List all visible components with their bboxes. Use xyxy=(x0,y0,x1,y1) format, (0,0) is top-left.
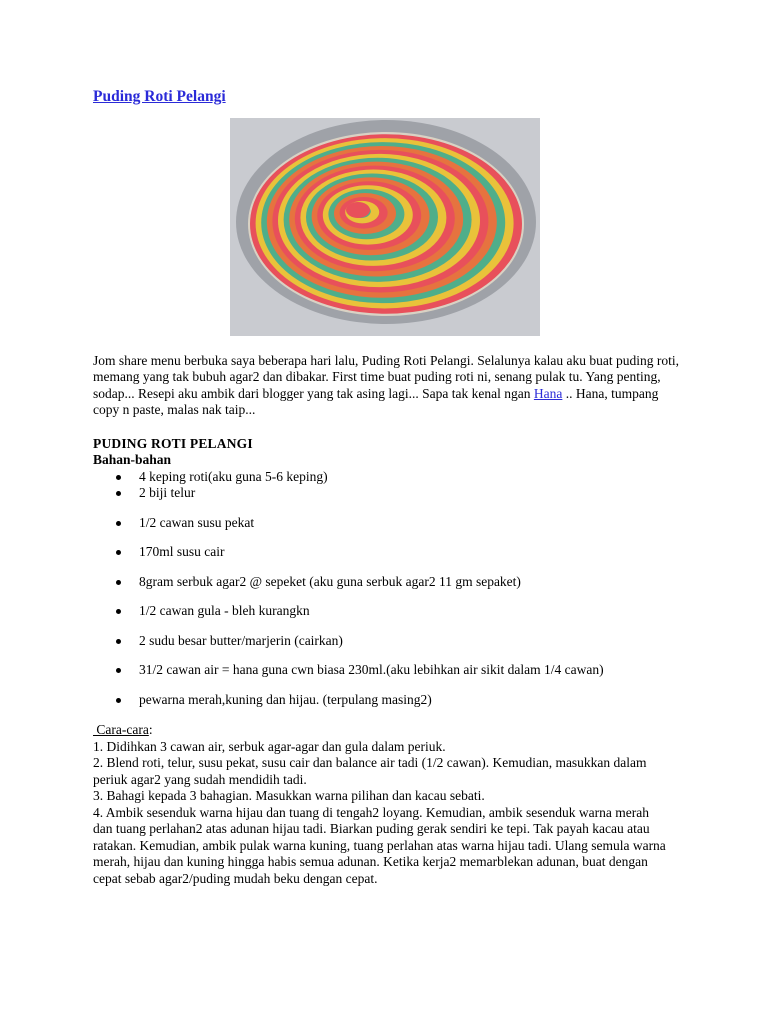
intro-text-after: .. Hana, tumpang copy n paste, malas nak taip... xyxy=(93,385,659,417)
ingredient-list xyxy=(93,469,693,709)
steps-heading-colon: : xyxy=(148,722,153,737)
ingredients-heading: Bahan-bahan xyxy=(93,452,172,467)
list-item: pewarna merah,kuning dan hijau. (terpulang masing2) xyxy=(93,692,693,709)
steps-heading-line xyxy=(93,722,693,739)
steps-heading: Cara-cara xyxy=(93,722,149,737)
list-item: 31/2 cawan air = hana guna cwn biasa 230ml.(aku lebihkan air sikit dalam 1/4 cawan) xyxy=(93,662,693,679)
hana-link[interactable]: Hana xyxy=(533,385,563,401)
list-item: 8gram serbuk agar2 @ sepeket (aku guna serbuk agar2 11 gm sepaket) xyxy=(93,574,693,591)
step-item: 4. Ambik sesenduk warna hijau dan tuang di tengah2 loyang. Kemudian, ambik sesenduk warna merah dan tuang perlahan2 atas adunan hijau tadi. Biarkan puding gerak sendiri ke tepi. Tak payah kacau atau ratakan. Kemudian, ambik pulak warna kuning, tuang perlahan atas warna hijau tadi. Ulang semula warna merah, hijau dan kuning hingga habis semua adunan. Ketika kerja2 memarblekan adunan, buat dengan cepat sebab agar2/puding mudah beku dengan cepat. xyxy=(93,804,666,886)
step-item: 2. Blend roti, telur, susu pekat, susu cair dan balance air tadi (1/2 cawan). Kemudian, masukkan dalam periuk agar2 yang sudah mendidih tadi. xyxy=(93,755,647,787)
intro-paragraph xyxy=(93,353,683,419)
list-item: 4 keping roti(aku guna 5-6 keping) xyxy=(93,469,693,486)
pudding-photo xyxy=(230,118,540,336)
list-item: 2 biji telur xyxy=(93,485,693,502)
document-page xyxy=(93,86,693,887)
step-item: 3. Bahagi kepada 3 bahagian. Masukkan warna pilihan dan kacau sebati. xyxy=(93,788,485,803)
list-item: 170ml susu cair xyxy=(93,544,693,561)
list-item: 1/2 cawan gula - bleh kurangkn xyxy=(93,603,693,620)
rainbow-pudding-image xyxy=(230,118,540,336)
list-item: 2 sudu besar butter/marjerin (cairkan) xyxy=(93,633,693,650)
intro-text-before: Jom share menu berbuka saya beberapa hari lalu, Puding Roti Pelangi. Selalunya kalau aku buat puding roti, memang yang tak bubuh agar2 dan dibakar. First time buat puding roti ni, senang pulak tu. Yang penting, sodap... Resepi aku ambik dari blogger yang tak asing lagi... Sapa tak kenal ngan xyxy=(93,352,679,401)
swirl-center xyxy=(346,202,370,218)
post-title-link[interactable]: Puding Roti Pelangi xyxy=(93,88,226,105)
recipe-heading: PUDING ROTI PELANGI xyxy=(93,435,253,451)
step-item: 1. Didihkan 3 cawan air, serbuk agar-agar dan gula dalam periuk. xyxy=(93,738,446,754)
list-item: 1/2 cawan susu pekat xyxy=(93,515,693,532)
